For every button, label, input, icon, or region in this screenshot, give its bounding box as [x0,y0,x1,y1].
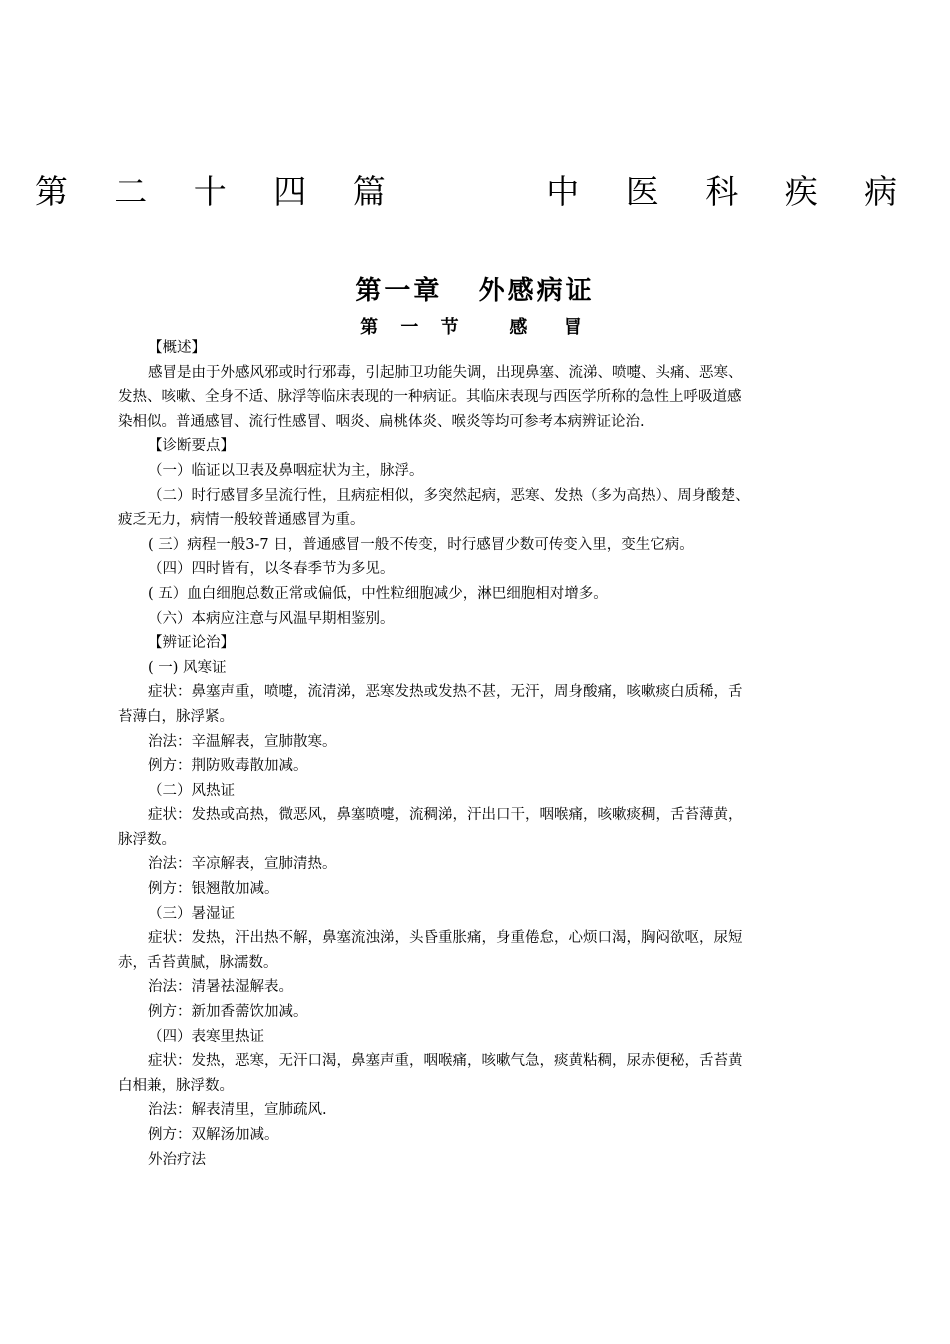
text-line: 【诊断要点】 [148,438,235,455]
text-line: 赤，舌苔黄腻，脉濡数。 [118,954,278,971]
text-line: ( 三）病程一般3-7 日，普通感冒一般不传变，时行感冒少数可传变入里，变生它病。 [148,536,694,553]
text-line: （四）四时皆有，以冬春季节为多见。 [148,561,395,578]
text-line: 症状：发热，恶寒，无汗口渴，鼻塞声重，咽喉痛，咳嗽气急，痰黄粘稠，尿赤便秘，舌苔黄 [148,1053,743,1070]
text-line: 例方：荆防败毒散加减。 [148,758,308,775]
text-line: 症状：发热，汗出热不解，鼻塞流浊涕，头昏重胀痛，身重倦怠，心烦口渴，胸闷欲呕，尿短 [148,930,743,947]
text-line: 例方：银翘散加减。 [148,881,279,898]
text-line: ( 五）血白细胞总数正常或偏低，中性粒细胞减少，淋巴细胞相对增多。 [148,585,608,602]
text-line: 症状：鼻塞声重，喷嚏，流清涕，恶寒发热或发热不甚，无汗，周身酸痛，咳嗽痰白质稀，舌 [148,684,743,701]
text-line: 染相似。普通感冒、流行性感冒、咽炎、扁桃体炎、喉炎等均可参考本病辨证论治. [118,413,645,430]
text-line: 脉浮数。 [118,831,176,848]
text-line: 【辨证论治】 [148,635,235,652]
chapter-title: 第一章 外感病证 [355,276,595,306]
document-body [118,336,843,1172]
text-line: 感冒是由于外感风邪或时行邪毒，引起肺卫功能失调，出现鼻塞、流涕、喷嚏、头痛、恶寒、 [148,364,743,381]
text-line: 治法：清暑祛湿解表。 [148,979,293,996]
text-line: 发热、咳嗽、全身不适、脉浮等临床表现的一种病证。其临床表现与西医学所称的急性上呼吸道感 [118,389,742,406]
part-title: 第 二 十 四 篇 中 医 科 疾 病 [34,172,916,211]
text-line: 疲乏无力，病情一般较普通感冒为重。 [118,512,365,529]
text-line: 症状：发热或高热，微恶风，鼻塞喷嚏，流稠涕，汗出口干，咽喉痛，咳嗽痰稠，舌苔薄黄， [148,807,743,824]
text-line: （六）本病应注意与风温早期相鉴别。 [148,610,395,627]
text-line: 治法：辛凉解表，宣肺清热。 [148,856,337,873]
text-line: 例方：新加香薷饮加减。 [148,1004,308,1021]
text-line: 治法：辛温解表，宣肺散寒。 [148,733,337,750]
text-line: 例方：双解汤加减。 [148,1127,279,1143]
text-line: （三）暑湿证 [148,905,235,922]
text-line: （二）时行感冒多呈流行性，且病症相似，多突然起病，恶寒、发热（多为高热）、周身酸楚、 [148,487,750,504]
text-line: 治法：解表清里，宣肺疏风. [148,1102,327,1119]
text-line: （四）表寒里热证 [148,1028,264,1045]
text-line: （二）风热证 [148,782,235,799]
text-line: 苔薄白，脉浮紧。 [118,708,234,725]
text-line: 【概述】 [148,340,206,356]
section-title: 第 一 节 感 冒 [360,317,590,338]
text-line: （一）临证以卫表及鼻咽症状为主，脉浮。 [148,462,424,479]
text-line: 外治疗法 [148,1151,206,1168]
text-line: 白相兼，脉浮数。 [118,1077,234,1094]
text-line: ( 一) 风寒证 [148,659,227,676]
